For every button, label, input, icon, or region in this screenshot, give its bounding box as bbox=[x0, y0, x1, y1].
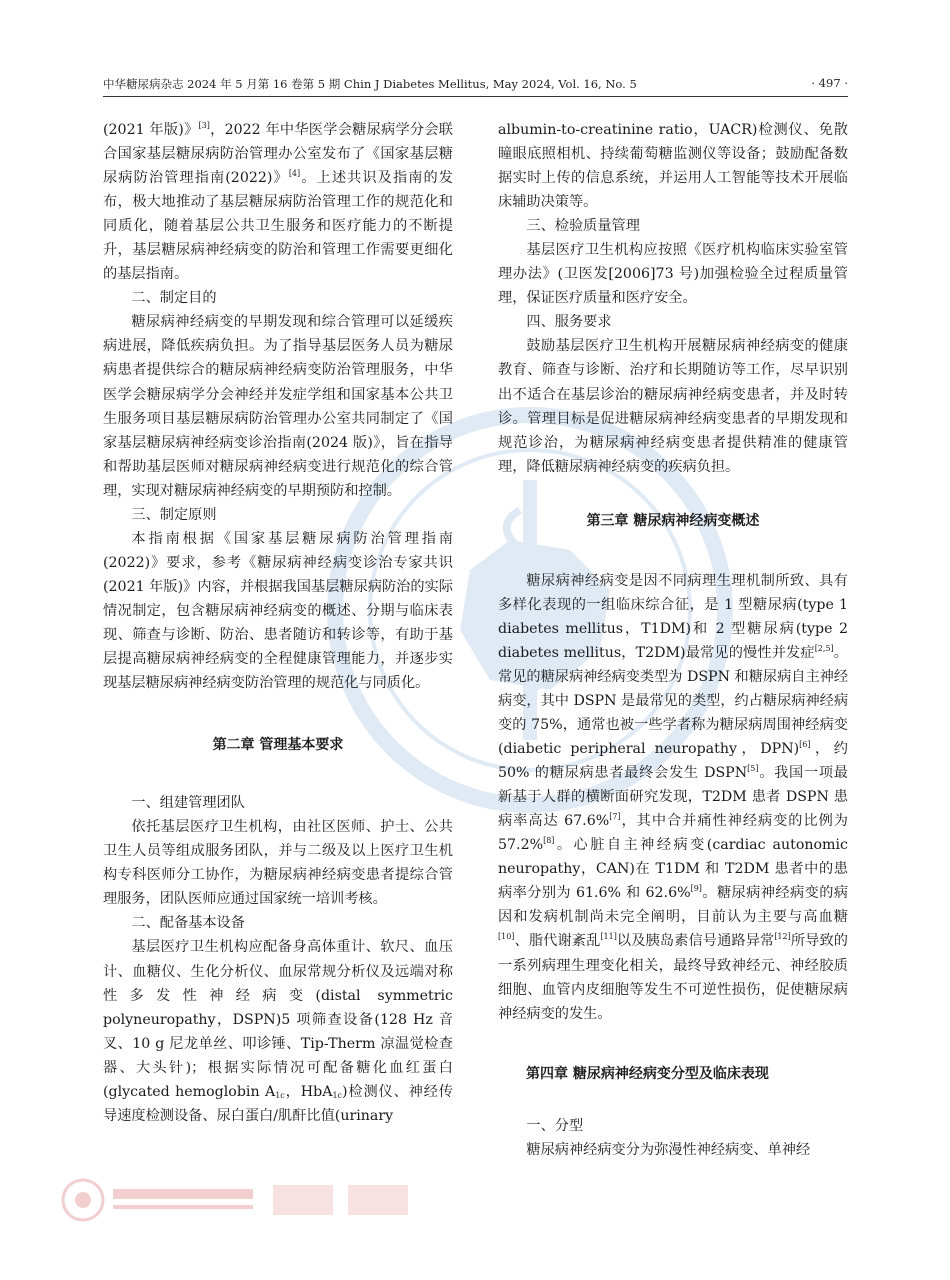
left-column bbox=[103, 118, 453, 1128]
body-paragraph: 糖尿病神经病变的早期发现和综合管理可以延缓疾病进展，降低疾病负担。为了指导基层医务人员为糖尿病患者提供综合的糖尿病神经病变防治管理服务，中华医学会糖尿病学分会神经并发症学组和国家基本公共卫生服务项目基层糖尿病防治管理办公室共同制定了《国家基层糖尿病神经病变诊治指南(2024 版)》，旨在指导和帮助基层医师对糖尿病神经病变进行规范化的综合管理，实现对糖尿病神经病变的早期预防和控制。 bbox=[103, 314, 453, 499]
text-span: 所导致的一系列病理生理变化相关，最终导致神经元、神经胶质细胞、血管内皮细胞等发生不可逆性损伤，促使糖尿病神经病变的发生。 bbox=[498, 933, 848, 1022]
text-span: ，其中合并痛性神经病变的比例为 57.2% bbox=[498, 813, 848, 854]
section-heading: 二、配备基本设备 bbox=[131, 915, 245, 932]
text-span: ，2022 年中华医学会糖尿病学分会联合国家基层糖尿病防治管理办公室发布了《国家基层糖尿病防治管理指南(2022)》 bbox=[103, 122, 453, 187]
text-span: 以及胰岛素信号通路异常 bbox=[616, 933, 775, 950]
citation-ref[interactable]: [7] bbox=[609, 812, 621, 822]
section-heading: 二、制定目的 bbox=[131, 290, 217, 307]
citation-ref[interactable]: [5] bbox=[747, 764, 759, 774]
text-span: 、脂代谢紊乱 bbox=[514, 933, 601, 950]
text-span: ，HbA bbox=[284, 1083, 333, 1100]
citation-ref[interactable]: [3] bbox=[198, 121, 210, 130]
body-paragraph: 本指南根据《国家基层糖尿病防治管理指南(2022)》要求，参考《糖尿病神经病变诊治专家共识(2021 年版)》内容，并根据我国基层糖尿病防治的实际情况制定，包含糖尿病神经病变的概述、分期与临床表现、筛查与诊断、防治、患者随访和转诊等，有助于基层提高糖尿病神经病变的全程健康管理能力，并逐步实现基层糖尿病神经病变防治管理的规范化与同质化。 bbox=[103, 530, 453, 692]
citation-ref[interactable]: [10] bbox=[498, 932, 515, 942]
body-paragraph: albumin-to-creatinine ratio，UACR)检测仪、免散瞳眼底照相机、持续葡萄糖监测仪等设备；鼓励配备数据实时上传的信息系统，并运用人工智能等技术开展临床辅助决策等。 bbox=[498, 122, 848, 211]
citation-ref[interactable]: [12] bbox=[774, 932, 791, 942]
section-heading: 一、分型 bbox=[526, 1117, 584, 1134]
running-header bbox=[103, 76, 848, 96]
section-heading: 三、制定原则 bbox=[131, 506, 217, 523]
right-column bbox=[498, 118, 848, 1162]
journal-citation: 中华糖尿病杂志 2024 年 5 月第 16 卷第 5 期 Chin J Diabetes Mellitus, May 2024, Vol. 16, No. 5 bbox=[103, 77, 637, 91]
subscript: 1c bbox=[332, 1090, 343, 1100]
body-paragraph: 糖尿病神经病变分为弥漫性神经病变、单神经 bbox=[526, 1141, 811, 1158]
body-paragraph bbox=[498, 569, 848, 1026]
citation-ref[interactable]: [8] bbox=[543, 836, 555, 846]
chapter-heading: 第四章 糖尿病神经病变分型及临床表现 bbox=[526, 1065, 769, 1082]
body-paragraph: 依托基层医疗卫生机构，由社区医师、护士、公共卫生人员等组成服务团队，并与二级及以上医疗卫生机构专科医师分工协作，为糖尿病神经病变患者提综合管理服务，团队医师应通过国家统一培训考核。 bbox=[103, 819, 453, 908]
chapter-heading: 第二章 管理基本要求 bbox=[212, 737, 344, 754]
page-number: · 497 · bbox=[811, 76, 848, 90]
text-span: ，约 50% 的糖尿病患者最终会发生 DSPN bbox=[498, 741, 848, 782]
text-span: 。糖尿病神经病变的病因和发病机制尚未完全阐明，目前认为主要与高血糖 bbox=[498, 885, 848, 926]
text-span: 基层医疗卫生机构应配备身高体重计、软尺、血压计、血糖仪、生化分析仪、血尿常规分析仪及远端对称性多发性神经病变(distal symmetric polyneuropathy，DSPN)5 项筛查设备(128 Hz 音叉、10 g 尼龙单丝、叩诊锤、Tip-Therm 凉温觉检查器、大头针)；根据实际情况可配备糖化血红蛋白(glycated hemoglobin A bbox=[103, 939, 453, 1100]
text-span: 。我国一项最新基于人群的横断面研究发现，T2DM 患者 DSPN 患病率高达 67.6% bbox=[498, 765, 848, 830]
body-paragraph: 鼓励基层医疗卫生机构开展糖尿病神经病变的健康教育、筛查与诊断、治疗和长期随访等工作，尽早识别出不适合在基层诊治的糖尿病神经病变患者，并及时转诊。管理目标是促进糖尿病神经病变患者的早期发现和规范诊治，为糖尿病神经病变患者提供精准的健康管理，降低糖尿病神经病变的疾病负担。 bbox=[498, 338, 848, 475]
citation-ref[interactable]: [11] bbox=[600, 932, 617, 942]
body-paragraph: 基层医疗卫生机构应按照《医疗机构临床实验室管理办法》(卫医发[2006]73 号)加强检验全过程质量管理，保证医疗质量和医疗安全。 bbox=[498, 242, 848, 307]
citation-ref[interactable]: [4] bbox=[288, 169, 301, 179]
text-span: 。上述共识及指南的发布，极大地推动了基层糖尿病防治管理工作的规范化和同质化，随着基层公共卫生服务和医疗能力的不断提升，基层糖尿病神经病变的防治和管理工作需要更细化的基层指南。 bbox=[103, 170, 453, 283]
citation-ref[interactable]: [6] bbox=[799, 740, 811, 750]
citation-ref[interactable]: [9] bbox=[690, 884, 702, 894]
section-heading: 一、组建管理团队 bbox=[131, 795, 245, 812]
text-span: )检测仪、神经传导速度检测设备、尿白蛋白/肌酐比值(urinary bbox=[103, 1083, 453, 1124]
text-span: 。常见的糖尿病神经病变类型为 DSPN 和糖尿病自主神经病变，其中 DSPN 是最常见的类型，约占糖尿病神经病变的 75%，通常也被一些学者称为糖尿病周围神经病变(diabetic peripheral neuropathy，DPN) bbox=[498, 644, 849, 758]
subscript: 1c bbox=[275, 1090, 285, 1100]
citation-ref[interactable]: [2,5] bbox=[814, 643, 834, 653]
text-span: 。心脏自主神经病变(cardiac autonomic neuropathy，CAN)在 T1DM 和 T2DM 患者中的患病率分别为 61.6% 和 62.6% bbox=[498, 837, 848, 902]
text-span: 糖尿病神经病变是因不同病理生理机制所致、具有多样化表现的一组临床综合征，是 1 型糖尿病(type 1 diabetes mellitus，T1DM)和 2 型糖尿病(type 2 diabetes mellitus，T2DM)最常见的慢性并发症 bbox=[498, 572, 848, 661]
section-heading: 四、服务要求 bbox=[526, 314, 612, 331]
header-rule bbox=[103, 96, 848, 97]
intro-paragraph bbox=[103, 118, 453, 286]
chapter-heading: 第三章 糖尿病神经病变概述 bbox=[586, 512, 760, 529]
publisher-stamp-icon bbox=[58, 1175, 428, 1225]
text-span: (2021 年版)》 bbox=[103, 122, 199, 138]
body-paragraph bbox=[103, 935, 453, 1127]
section-heading: 三、检验质量管理 bbox=[526, 218, 640, 235]
